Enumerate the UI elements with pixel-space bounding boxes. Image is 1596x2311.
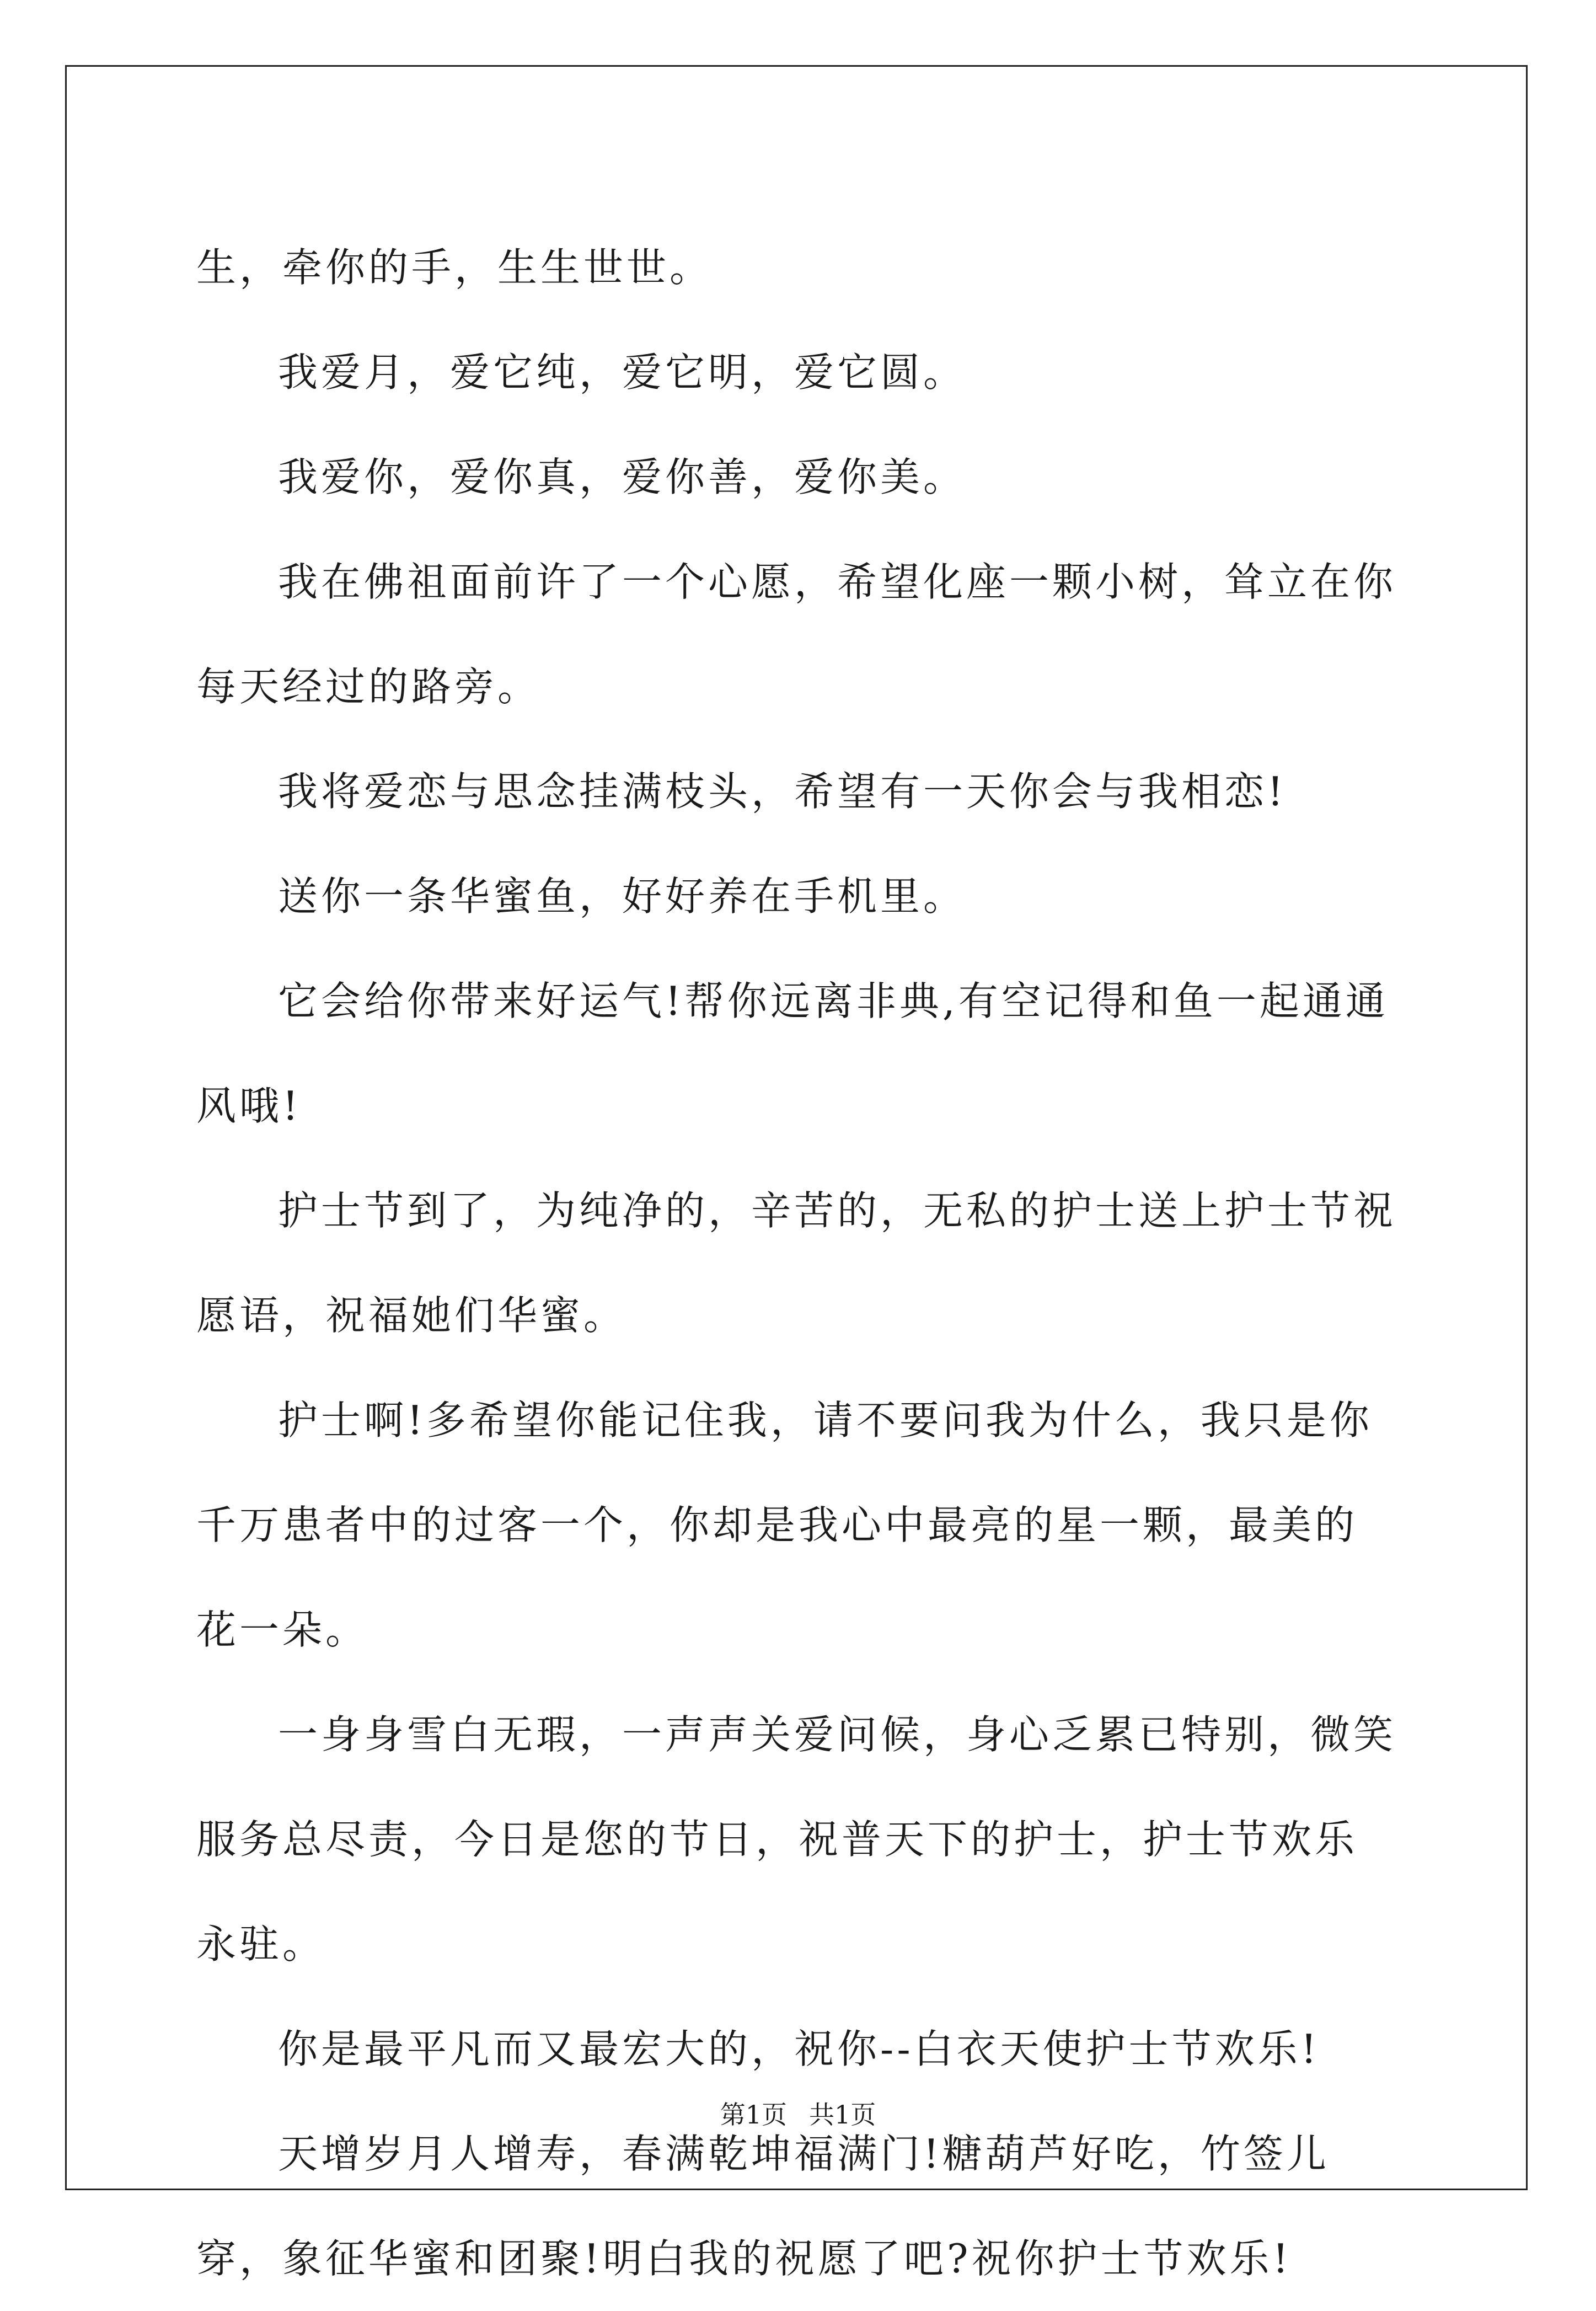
paragraph-8: 护士节到了，为纯净的，辛苦的，无私的护士送上护士节祝愿语，祝福她们华蜜。 xyxy=(196,1187,1397,1339)
paragraph-12: 天增岁月人增寿，春满乾坤福满门!糖葫芦好吃，竹签儿穿，象征华蜜和团聚!明白我的祝愿了吧?祝你护士节欢乐! xyxy=(196,2131,1330,2282)
paragraph-11: 你是最平凡而又最宏大的，祝你--白衣天使护士节欢乐! xyxy=(278,2026,1320,2072)
page-footer xyxy=(0,2095,1596,2131)
paragraph-3: 我爱你，爱你真，爱你善，爱你美。 xyxy=(278,454,967,500)
paragraph-7: 它会给你带来好运气!帮你远离非典,有空记得和鱼一起通通风哦! xyxy=(196,978,1389,1129)
paragraph-4: 我在佛祖面前许了一个心愿，希望化座一颗小树，耸立在你每天经过的路旁。 xyxy=(196,559,1397,710)
paragraph-10: 一身身雪白无瑕，一声声关爱问候，身心乏累已特别，微笑服务总尽责，今日是您的节日，祝普天下的护士，护士节欢乐永驻。 xyxy=(196,1711,1397,1967)
page-number-total: 共1页 xyxy=(809,2100,876,2130)
document-body xyxy=(196,215,1399,2311)
paragraph-6: 送你一条华蜜鱼，好好养在手机里。 xyxy=(278,873,967,919)
paragraph-5: 我将爱恋与思念挂满枝头，希望有一天你会与我相恋! xyxy=(278,768,1287,815)
paragraph-1: 生，牵你的手，生生世世。 xyxy=(196,244,713,291)
paragraph-2: 我爱月，爱它纯，爱它明，爱它圆。 xyxy=(278,349,967,395)
page-number-current: 第1页 xyxy=(720,2100,787,2130)
paragraph-9: 护士啊!多希望你能记住我，请不要问我为什么，我只是你千万患者中的过客一个，你却是我心中最亮的星一颗，最美的花一朵。 xyxy=(196,1397,1373,1653)
